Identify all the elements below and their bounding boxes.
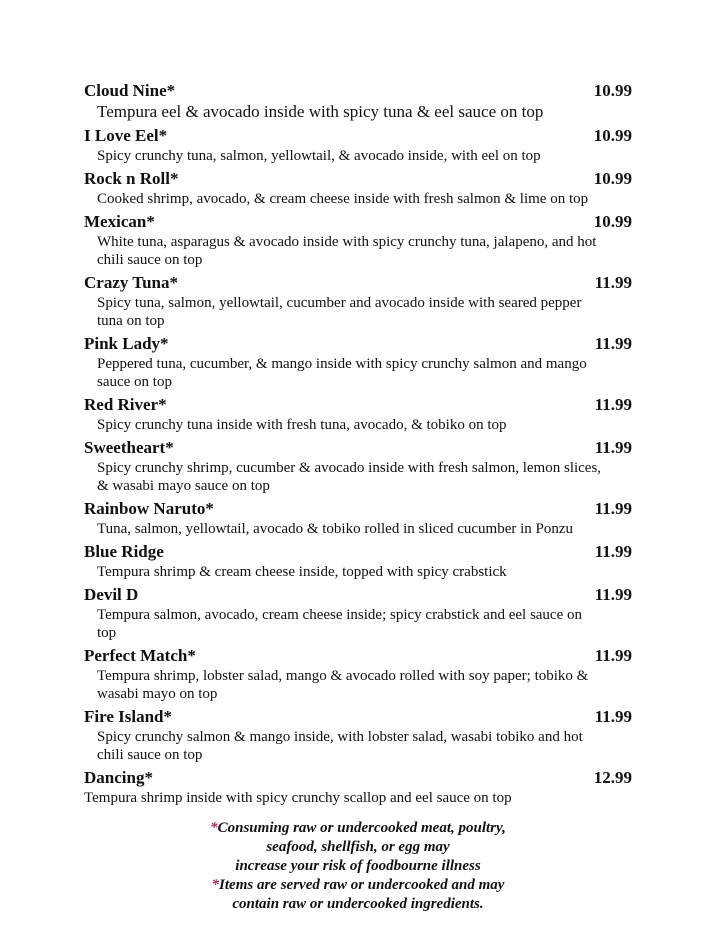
disclaimer-block bbox=[84, 819, 632, 914]
menu-item-description: White tuna, asparagus & avocado inside with spicy crunchy tuna, jalapeno, and hot chili sauce on top bbox=[97, 234, 597, 268]
disclaimer-text: Items are served raw or undercooked and may bbox=[219, 877, 505, 893]
menu-item-header bbox=[84, 211, 632, 232]
menu-item-name: Dancing* bbox=[84, 768, 153, 787]
disclaimer-line bbox=[84, 819, 632, 838]
disclaimer-text: contain raw or undercooked ingredients. bbox=[232, 896, 484, 912]
menu-item-header bbox=[84, 645, 632, 666]
menu-item bbox=[84, 211, 632, 269]
menu-item bbox=[84, 394, 632, 434]
menu-item-header bbox=[84, 767, 632, 788]
disclaimer-text: seafood, shellfish, or egg may bbox=[266, 839, 450, 855]
menu-item-price: 11.99 bbox=[594, 334, 632, 353]
menu-item-price: 10.99 bbox=[593, 126, 632, 145]
menu-item-header bbox=[84, 333, 632, 354]
menu-item-price: 10.99 bbox=[593, 212, 632, 231]
menu-item-name: Fire Island* bbox=[84, 707, 173, 726]
menu-item-name: Cloud Nine* bbox=[84, 81, 176, 100]
menu-item-name: Blue Ridge bbox=[84, 542, 164, 561]
menu-item-description: Tempura salmon, avocado, cream cheese inside; spicy crabstick and eel sauce on top bbox=[97, 607, 583, 641]
menu-item-description: Tempura shrimp & cream cheese inside, topped with spicy crabstick bbox=[97, 564, 507, 580]
menu-item-description: Spicy crunchy tuna inside with fresh tuna, avocado, & tobiko on top bbox=[97, 417, 507, 433]
menu-item-price: 11.99 bbox=[594, 585, 632, 604]
menu-item bbox=[84, 645, 632, 703]
menu-item-price: 11.99 bbox=[594, 646, 632, 665]
menu-item-name: Sweetheart* bbox=[84, 438, 174, 457]
disclaimer-line bbox=[84, 895, 632, 914]
menu-item-description: Tempura shrimp inside with spicy crunchy scallop and eel sauce on top bbox=[84, 790, 512, 806]
menu-item-description: Tempura shrimp, lobster salad, mango & avocado rolled with soy paper; tobiko & wasabi mayo on top bbox=[97, 668, 589, 702]
disclaimer-text: Consuming raw or undercooked meat, poultry, bbox=[217, 820, 506, 836]
red-asterisk: * bbox=[211, 877, 220, 893]
menu-item-description: Spicy crunchy tuna, salmon, yellowtail, & avocado inside, with eel on top bbox=[97, 148, 541, 164]
disclaimer-line bbox=[84, 876, 632, 895]
menu-item-header bbox=[84, 706, 632, 727]
menu-item-price: 10.99 bbox=[593, 169, 632, 188]
menu-item-description: Spicy crunchy salmon & mango inside, with lobster salad, wasabi tobiko and hot chili sauce on top bbox=[97, 729, 583, 763]
menu-item-price: 11.99 bbox=[594, 395, 632, 414]
menu-item-header bbox=[84, 437, 632, 458]
menu-item-description: Tempura eel & avocado inside with spicy tuna & eel sauce on top bbox=[97, 102, 544, 121]
disclaimer-line bbox=[84, 857, 632, 876]
menu-item-description: Cooked shrimp, avocado, & cream cheese inside with fresh salmon & lime on top bbox=[97, 191, 589, 207]
menu-item bbox=[84, 584, 632, 642]
menu-item-name: Pink Lady* bbox=[84, 334, 169, 353]
menu-item-header bbox=[84, 80, 632, 101]
menu-item-price: 11.99 bbox=[594, 542, 632, 561]
menu-item-name: Red River* bbox=[84, 395, 167, 414]
menu-item-header bbox=[84, 498, 632, 519]
menu-item-price: 11.99 bbox=[594, 707, 632, 726]
menu-item-description: Spicy tuna, salmon, yellowtail, cucumber and avocado inside with seared pepper tuna on top bbox=[97, 295, 582, 329]
menu-item bbox=[84, 706, 632, 764]
menu-item-header bbox=[84, 394, 632, 415]
menu-item-name: I Love Eel* bbox=[84, 126, 168, 145]
disclaimer-line bbox=[84, 838, 632, 857]
disclaimer-text: increase your risk of foodbourne illness bbox=[235, 858, 481, 874]
menu-item-price: 11.99 bbox=[594, 438, 632, 457]
menu-item-name: Perfect Match* bbox=[84, 646, 196, 665]
menu-item-name: Mexican* bbox=[84, 212, 155, 231]
menu-list bbox=[84, 80, 632, 807]
menu-item-header bbox=[84, 168, 632, 189]
menu-item-header bbox=[84, 541, 632, 562]
menu-item-price: 11.99 bbox=[594, 273, 632, 292]
menu-item bbox=[84, 80, 632, 122]
menu-item-description: Peppered tuna, cucumber, & mango inside with spicy crunchy salmon and mango sauce on top bbox=[97, 356, 587, 390]
menu-item bbox=[84, 541, 632, 581]
menu-item bbox=[84, 437, 632, 495]
menu-item-header bbox=[84, 125, 632, 146]
menu-item-header bbox=[84, 584, 632, 605]
menu-item-price: 11.99 bbox=[594, 499, 632, 518]
menu-item-price: 12.99 bbox=[593, 768, 632, 787]
menu-item-name: Crazy Tuna* bbox=[84, 273, 178, 292]
menu-item bbox=[84, 168, 632, 208]
menu-item-header bbox=[84, 272, 632, 293]
menu-item-name: Rainbow Naruto* bbox=[84, 499, 214, 518]
red-asterisk: * bbox=[210, 820, 218, 836]
menu-item bbox=[84, 767, 632, 807]
menu-item bbox=[84, 125, 632, 165]
menu-item bbox=[84, 498, 632, 538]
menu-item-name: Devil D bbox=[84, 585, 139, 604]
menu-item-description: Spicy crunchy shrimp, cucumber & avocado inside with fresh salmon, lemon slices, & wasabi mayo sauce on top bbox=[97, 460, 602, 494]
menu-item-name: Rock n Roll* bbox=[84, 169, 179, 188]
menu-item bbox=[84, 333, 632, 391]
menu-item-price: 10.99 bbox=[593, 81, 632, 100]
menu-item bbox=[84, 272, 632, 330]
menu-item-description: Tuna, salmon, yellowtail, avocado & tobiko rolled in sliced cucumber in Ponzu bbox=[97, 521, 574, 537]
